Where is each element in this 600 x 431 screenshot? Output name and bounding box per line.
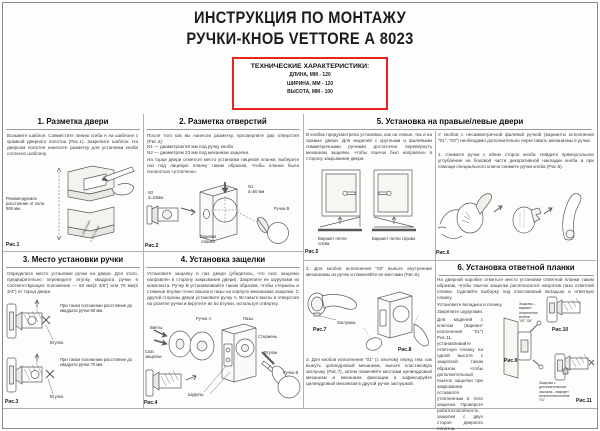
label-bevel: Скос защелки <box>145 349 162 360</box>
label-wood-screws: Шурупы <box>188 392 204 397</box>
section-3-body: Определите место установки ручки на двери. Для этого, предварительно переведите втулку квадрата ручки в соответствующее положение — 60 мм(2 3/8") или 70 мм(2 3/4") от торца двери. <box>7 271 138 295</box>
label-n2-diameter: d=23мм <box>148 195 164 201</box>
section-5-body-right: У кнобов с несимметричной фалевой ручкой (варианты исполнения "01", "03") необходимо дополнительно переставить механизмы в ручки. <box>438 132 594 144</box>
label-plug: Заглушка <box>337 320 356 325</box>
label-hinge-left: Вариант петли слева <box>318 236 347 247</box>
label-hinge-right: Вариант петли справа <box>372 236 416 241</box>
section-4-body: Установите защелку в паз двери (убедитесь, что скос защелки направлен в сторону закрывания двери). Закрепите ее шурупами из комплекта. Ручку В устанавливайте таким образом, чтобы стержень и стяжные втулки точно вошли в пазы на корпусе механизма защелки. С другой стороны двери установите ручку А. Вставьте винты в отверстия на розетке ручки и вкрутите их во втулки, используя отвертку. <box>147 271 299 307</box>
latch-installation-figure <box>144 314 302 406</box>
section-5-step2: 2. Для кнобов исполнения "03" выньте внутренние механизмы из ручек и поменяйте их местами (Рис.8). <box>306 266 432 278</box>
callout-70mm: При таком положении расстояние до квадрата ручки 70 мм. <box>60 357 133 368</box>
section-2-p2: На торце двери отметьте место установки лицевой планки, выберите паз под лицевую планку таким образом, чтобы планка была полностью «утоплена». <box>147 157 299 175</box>
label-faceplate: Лицевая планка <box>199 234 217 245</box>
label-slots: Пазы <box>243 316 254 321</box>
label-n1-id: N1 <box>248 184 254 189</box>
section-3-title: 3. Место установки ручки <box>6 255 140 268</box>
section-5-step1: 1. Снимите ручки с обеих сторон кноба: Найдите прямоугольное углубление на боковой части декоративной накладки кноба и при помощи специального ключа снимите ручки кноба (Рис.6). <box>438 152 594 170</box>
latch-01-figure <box>553 352 595 384</box>
label-screws: Винты <box>150 325 163 330</box>
callout-60mm: При таком положении расстояние до квадрата ручки 60 мм. <box>60 303 133 314</box>
grid-line <box>435 260 596 261</box>
latch-60mm-figure <box>5 298 57 344</box>
floor-distance-note: Рекомендуемое расстояние от пола 965 мм. <box>6 196 45 212</box>
section-1-body: Возьмите шаблон. Совместите линию сгиба А на шаблоне с кромкой дверного полотна (Рис.1). Закрепите шаблон. На дверном полотне нанесите разметку для установки кноба согласно шаблону. <box>7 133 138 157</box>
page-title-line1: ИНСТРУКЦИЯ ПО МОНТАЖУ <box>193 8 407 27</box>
fig2-caption: Рис.2 <box>145 243 159 249</box>
section-5-body-left: В кнобах предусмотрена установка, как на левые, так и на правые двери. Для моделей с круглыми и фалевыми симметричными ручками достаточно перевернуть механизм защелки, чтобы язычок был направлен в сторону закрывания двери. <box>306 132 432 162</box>
grid-line <box>3 408 597 409</box>
hole-drilling-figure <box>145 182 299 246</box>
section-6-p4: Для моделей с ключом (вариант исполнения "01") Рис.11, устанавливайте ответную планку на одной высоте с защелкой таким образом, чтобы дополнительный язычок защелки при закрывании оставался утопленным в тело защелки. Проверьте работоспособность защелки с двух сторон дверного полотна. <box>437 317 483 431</box>
fig3-caption: Рис.3 <box>5 399 19 405</box>
section-6-title: 6. Установка ответной планки <box>438 263 593 276</box>
fig5-caption: Рис.5 <box>305 249 319 255</box>
tech-specs-box <box>232 57 388 110</box>
spec-height: ВЫСОТА, ММ - 100 <box>287 89 333 96</box>
fig10-caption: Рис.10 <box>552 327 569 333</box>
label-handle-a: Ручка А <box>196 316 212 321</box>
label-n2 <box>148 190 163 200</box>
section-6-p2: Установите вкладыш и планку. <box>437 302 503 307</box>
label-latch-01: Защелка с дополнительным язычком – вариант исполнения кнобов "01" <box>539 381 570 402</box>
page-title-line2: РУЧКИ-КНОБ VETTORE А 8023 <box>186 29 414 48</box>
section-2-title: 2. Разметка отверстий <box>146 117 299 130</box>
fig1-caption: Рис.1 <box>6 242 20 248</box>
section-5-title: 5. Установка на правые/левые двери <box>308 117 591 130</box>
label-n1-diameter: d=50 мм <box>248 189 265 195</box>
fig8-caption: Рис.8 <box>398 347 412 353</box>
label-n1 <box>248 184 264 194</box>
spec-width: ШИРИНА, ММ - 120 <box>286 80 334 87</box>
fig7-caption: Рис.7 <box>313 327 327 333</box>
section-6-p3: Закрепите шурупами. <box>437 309 484 314</box>
tech-specs-title: ТЕХНИЧЕСКИЕ ХАРАКТЕРИСТИКИ: <box>250 63 370 70</box>
label-rod: Стержень <box>258 334 278 339</box>
fig4-caption: Рис.4 <box>144 400 158 406</box>
label-n2-id: N2 <box>148 190 154 195</box>
label-handle-b: Ручка В <box>274 206 290 211</box>
grid-line <box>435 131 436 408</box>
handle-plug-figure <box>306 290 362 324</box>
label-sleeve-70: Втулка <box>50 394 64 399</box>
template-label-70: 2 3/4"(70мм) <box>89 224 101 243</box>
grid-line <box>303 114 304 408</box>
strike-plate-figure <box>496 316 544 382</box>
section-6-p1: На дверной коробке отметьте место установки ответной планки таким образом, чтобы язычок защелки располагался напротив паза ответной планки. Сделайте выборку под пластиковый вкладыш и ответную планку. <box>437 277 594 301</box>
latch-0506-figure <box>545 295 583 325</box>
mechanism-swap-figure <box>362 288 434 354</box>
label-sleeves: Втулки <box>264 350 278 355</box>
section-5-step3: 3. Для кнобов исполнения "01" (с ключом) перед тем, как вынуть цилиндровый механизм, выньте пластиковую заглушку (Рис.7), затем поменяйте местами цилиндровый механизм и механизм фиксации и зафиксируйте цилиндровый механизм в другой ручке заглушкой. <box>306 357 432 387</box>
section-4-title: 4. Установка защелки <box>146 255 299 268</box>
grid-line <box>303 260 435 261</box>
handle-removal-figure <box>436 190 594 248</box>
hole-n1-spec: N1 — диаметром 50 мм под ручку кноба <box>147 144 233 149</box>
template-label-60: 2 3/8"(60мм) <box>80 219 92 238</box>
section-2-p1: После того как вы нанесли разметку, просверлите два отверстия (Рис.2): <box>147 133 299 145</box>
label-sleeve-60: Втулка <box>50 340 64 345</box>
grid-line <box>3 251 303 252</box>
fig9-caption: Рис.9 <box>504 358 518 364</box>
fig11-caption: Рис.11 <box>576 398 592 404</box>
left-right-doors-figure <box>316 168 420 234</box>
label-handle-b2: Ручка В <box>283 370 299 375</box>
fig6-caption: Рис.6 <box>436 250 450 256</box>
spec-length: ДЛИНА, ММ - 120 <box>289 72 331 79</box>
label-latch-0506: Защелка – вариант исполнения кнобов "05","06" <box>519 302 538 323</box>
latch-70mm-figure <box>5 352 57 398</box>
hole-n2-spec: N2 — диаметром 23 мм под механизм защелки. <box>147 150 250 155</box>
section-1-title: 1. Разметка двери <box>6 117 140 130</box>
